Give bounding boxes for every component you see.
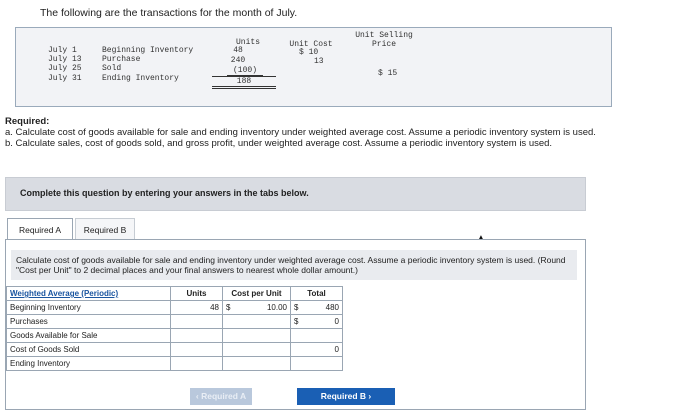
tab-required-b[interactable]: Required B xyxy=(75,218,135,240)
col-header-unit-cost: Unit Cost xyxy=(289,40,333,49)
cost-dollar-sign xyxy=(223,315,235,329)
total-value: 480 xyxy=(303,301,343,315)
tx-date: July 1 xyxy=(48,46,77,55)
units-input[interactable] xyxy=(171,315,223,329)
total-value xyxy=(303,357,343,371)
tx-date: July 13 xyxy=(48,55,82,64)
total-dollar-sign: $ xyxy=(291,315,303,329)
cost-dollar-sign xyxy=(223,329,235,343)
required-section xyxy=(5,116,613,149)
cost-per-unit-input[interactable] xyxy=(235,343,291,357)
tx-desc: Ending Inventory xyxy=(102,74,179,83)
total-value: 0 xyxy=(303,315,343,329)
total-dollar-sign: $ xyxy=(291,301,303,315)
units-input[interactable] xyxy=(171,329,223,343)
table-row xyxy=(7,343,343,357)
cost-per-unit-input[interactable]: 10.00 xyxy=(235,301,291,315)
table-header-cost-per-unit: Cost per Unit xyxy=(223,287,291,301)
row-label: Beginning Inventory xyxy=(7,301,171,315)
row-label: Cost of Goods Sold xyxy=(7,343,171,357)
tx-date: July 31 xyxy=(48,74,82,83)
table-header-total: Total xyxy=(291,287,343,301)
total-dollar-sign xyxy=(291,357,303,371)
units-input[interactable]: 48 xyxy=(171,301,223,315)
cost-per-unit-input[interactable] xyxy=(235,315,291,329)
prev-required-a-button[interactable] xyxy=(190,388,252,405)
table-row xyxy=(7,329,343,343)
tx-desc: Beginning Inventory xyxy=(102,46,194,55)
required-b: b. Calculate sales, cost of goods sold, and gross profit, under weighted average cost. Assume a periodic inventory system is used. xyxy=(5,138,553,149)
required-a: a. Calculate cost of goods available for sale and ending inventory under weighted average cost. Assume a periodic inventory system is used. xyxy=(5,127,596,138)
chevron-left-icon: ‹ xyxy=(195,391,202,401)
next-required-b-button[interactable] xyxy=(297,388,395,405)
row-label: Purchases xyxy=(7,315,171,329)
cost-dollar-sign xyxy=(223,343,235,357)
cost-dollar-sign xyxy=(223,357,235,371)
chevron-right-icon: › xyxy=(366,391,372,401)
total-value xyxy=(303,329,343,343)
prev-button-label: Required A xyxy=(201,391,247,401)
table-header-units: Units xyxy=(171,287,223,301)
tx-desc: Purchase xyxy=(102,55,141,64)
cost-per-unit-input[interactable] xyxy=(235,329,291,343)
tx-units: (100) xyxy=(227,66,263,76)
instruction-banner: Complete this question by entering your answers in the tabs below. xyxy=(5,177,586,211)
panel-instructions: Calculate cost of goods available for sale and ending inventory under weighted average cost. Assume a periodic inventory system is used. (Round "Cost per Unit" to 2 decimal places and your final answers to nearest whole dollar amount.) xyxy=(11,250,577,280)
weighted-average-table xyxy=(6,286,343,371)
units-input[interactable] xyxy=(171,343,223,357)
tx-units: 48 xyxy=(233,46,243,55)
row-label: Ending Inventory xyxy=(7,357,171,371)
tx-units: 188 xyxy=(212,76,276,89)
total-value: 0 xyxy=(303,343,343,357)
tx-date: July 25 xyxy=(48,64,82,73)
table-row xyxy=(7,315,343,329)
total-dollar-sign xyxy=(291,329,303,343)
tx-unit-cost: 13 xyxy=(314,57,324,66)
tab-panel xyxy=(5,239,586,410)
tx-desc: Sold xyxy=(102,64,122,73)
table-row xyxy=(7,357,343,371)
col-header-units: Units xyxy=(235,38,260,47)
units-input[interactable] xyxy=(171,357,223,371)
tx-units: 240 xyxy=(230,56,246,65)
next-button-label: Required B xyxy=(320,391,367,401)
table-header-label: Weighted Average (Periodic) xyxy=(7,287,171,301)
required-heading: Required: xyxy=(5,116,50,127)
tx-unit-cost: $ 10 xyxy=(299,48,319,57)
transactions-table xyxy=(15,27,612,107)
tab-required-a[interactable]: Required A xyxy=(7,218,73,240)
table-row xyxy=(7,301,343,315)
tx-unit-selling-price: $ 15 xyxy=(378,69,398,78)
cost-per-unit-input[interactable] xyxy=(235,357,291,371)
row-label: Goods Available for Sale xyxy=(7,329,171,343)
col-header-unit-selling-price: Unit Selling Price xyxy=(355,31,413,49)
total-dollar-sign xyxy=(291,343,303,357)
cost-dollar-sign: $ xyxy=(223,301,235,315)
intro-text: The following are the transactions for the month of July. xyxy=(40,7,298,19)
